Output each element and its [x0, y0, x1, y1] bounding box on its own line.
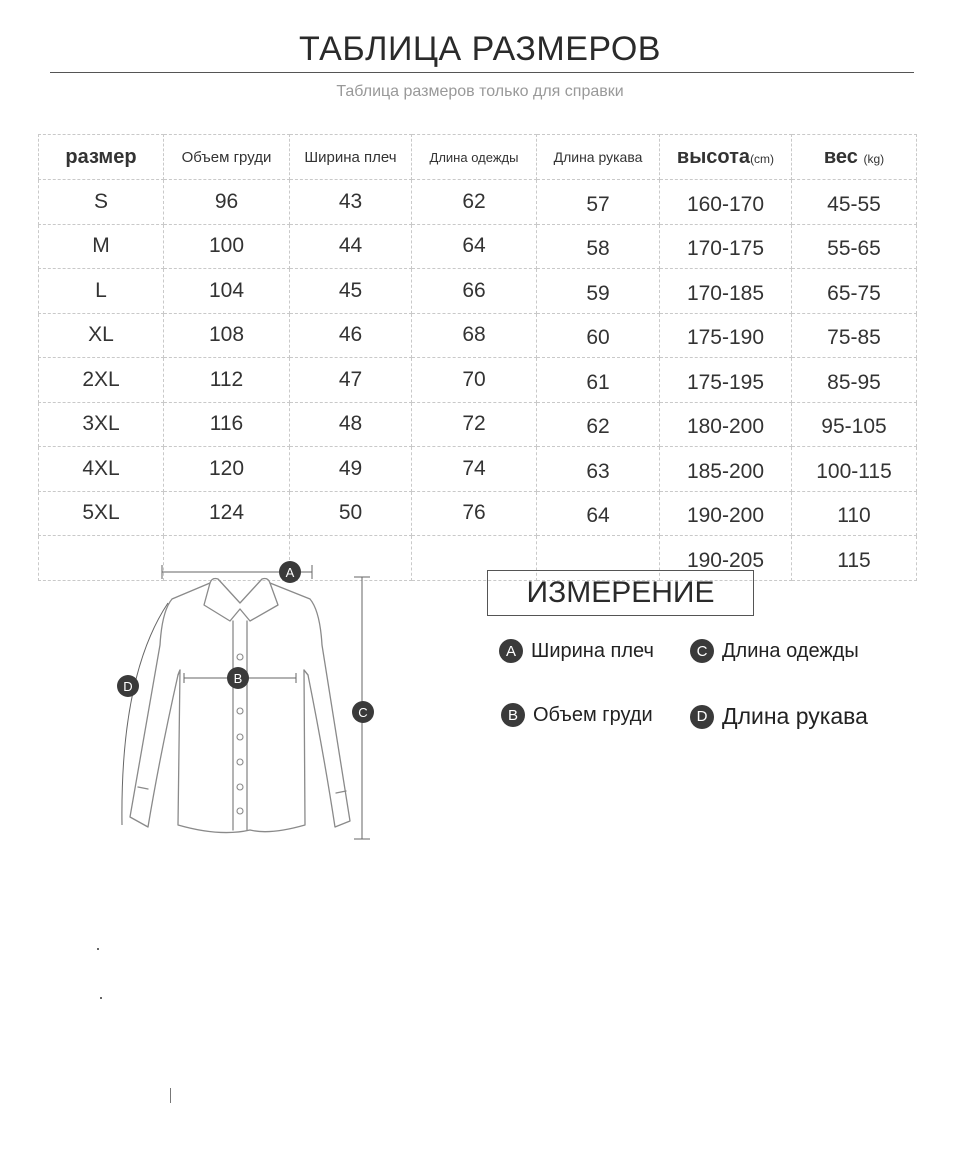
- table-row: [39, 313, 917, 358]
- cell-chest: 120: [164, 447, 290, 492]
- legend-badge-b: B: [501, 703, 525, 727]
- page-subtitle: Таблица размеров только для справки: [336, 83, 624, 100]
- cell-size: 4XL: [39, 447, 164, 492]
- cell-size: 3XL: [39, 402, 164, 447]
- table-row: [39, 269, 917, 314]
- column-header-shoulder: Ширина плеч: [290, 135, 412, 180]
- cell-size: 5XL: [39, 491, 164, 536]
- cell-chest: 124: [164, 491, 290, 536]
- cell-sleeve: 60: [537, 313, 660, 358]
- column-header-height: [660, 135, 792, 180]
- column-header-length: Длина одежды: [412, 135, 537, 180]
- cell-weight: 45-55: [792, 180, 917, 225]
- stray-dot: [97, 948, 99, 950]
- legend-badge-a: A: [499, 639, 523, 663]
- cell-size: 2XL: [39, 358, 164, 403]
- cell-weight: 75-85: [792, 313, 917, 358]
- cell-height: 170-175: [660, 224, 792, 269]
- cell-shoulder: 50: [290, 491, 412, 536]
- shirt-diagram: [100, 555, 400, 850]
- column-header-sleeve: Длина рукава: [537, 135, 660, 180]
- cell-length: 70: [412, 358, 537, 403]
- measurement-title-box: [487, 570, 754, 616]
- cell-chest: 104: [164, 269, 290, 314]
- column-header-size: размер: [39, 135, 164, 180]
- cell-length: 64: [412, 224, 537, 269]
- weight-label: вес: [823, 145, 858, 168]
- size-table: [38, 134, 917, 581]
- cell-height: 185-200: [660, 447, 792, 492]
- marker-c: C: [358, 705, 368, 720]
- cell-weight: 85-95: [792, 358, 917, 403]
- cell-chest: 100: [164, 224, 290, 269]
- cell-weight: 110: [792, 491, 917, 536]
- cell-length: 66: [412, 269, 537, 314]
- table-row: [39, 224, 917, 269]
- cell-height: 175-190: [660, 313, 792, 358]
- shirt-button: [237, 808, 243, 814]
- cell-size: M: [39, 224, 164, 269]
- legend-label-a: Ширина плеч: [531, 639, 654, 662]
- table-header-row: [39, 135, 917, 180]
- cell-size: S: [39, 180, 164, 225]
- cell-sleeve: 61: [537, 358, 660, 403]
- marker-d: D: [123, 679, 133, 694]
- cell-size: L: [39, 269, 164, 314]
- table-row: [39, 491, 917, 536]
- table-body: [39, 180, 917, 581]
- cell-height: 190-205: [660, 536, 792, 581]
- shirt-button: [237, 654, 243, 660]
- cell-height: 170-185: [660, 269, 792, 314]
- shirt-collar: [204, 579, 278, 622]
- cell-length: 68: [412, 313, 537, 358]
- legend-label-b: Объем груди: [533, 703, 653, 726]
- cell-weight: 100-115: [792, 447, 917, 492]
- table-row: [39, 358, 917, 403]
- cell-chest: 108: [164, 313, 290, 358]
- cell-chest: 112: [164, 358, 290, 403]
- cell-shoulder: 45: [290, 269, 412, 314]
- cell-chest: 96: [164, 180, 290, 225]
- cell-length: 62: [412, 180, 537, 225]
- cell-sleeve: 63: [537, 447, 660, 492]
- cell-weight: 115: [792, 536, 917, 581]
- cell-sleeve: 58: [537, 224, 660, 269]
- page-title: ТАБЛИЦА РАЗМЕРОВ: [299, 30, 661, 68]
- shirt-button: [237, 759, 243, 765]
- table-row: [39, 402, 917, 447]
- cell-shoulder: 49: [290, 447, 412, 492]
- legend-label-d: Длина рукава: [722, 703, 868, 729]
- cell-height: 190-200: [660, 491, 792, 536]
- height-unit: (cm): [750, 151, 775, 166]
- shirt-button: [237, 734, 243, 740]
- cell-length: 72: [412, 402, 537, 447]
- cell-shoulder: 43: [290, 180, 412, 225]
- cell-sleeve: 64: [537, 491, 660, 536]
- stray-tick: [170, 1088, 171, 1103]
- table-row: [39, 180, 917, 225]
- marker-a: A: [285, 565, 295, 580]
- legend-label-c: Длина одежды: [722, 639, 859, 662]
- legend-item-a: [499, 639, 654, 663]
- cell-length: 74: [412, 447, 537, 492]
- cell-shoulder: 44: [290, 224, 412, 269]
- cell-height: 160-170: [660, 180, 792, 225]
- legend-item-b: [501, 703, 653, 727]
- cell-height: 180-200: [660, 402, 792, 447]
- cell-length: 76: [412, 491, 537, 536]
- weight-unit: (kg): [863, 151, 885, 166]
- column-header-chest: Объем груди: [164, 135, 290, 180]
- cell-size: XL: [39, 313, 164, 358]
- cell-sleeve: 59: [537, 269, 660, 314]
- cell-shoulder: 46: [290, 313, 412, 358]
- shirt-button: [237, 784, 243, 790]
- marker-b: B: [233, 671, 243, 686]
- shirt-placket: [233, 621, 247, 830]
- cell-chest: 116: [164, 402, 290, 447]
- legend-item-c: [690, 639, 859, 663]
- cell-sleeve: 57: [537, 180, 660, 225]
- legend-badge-d: D: [690, 705, 714, 729]
- cell-weight: 95-105: [792, 402, 917, 447]
- legend-item-d: [690, 703, 868, 730]
- legend-badge-c: C: [690, 639, 714, 663]
- cell-weight: 55-65: [792, 224, 917, 269]
- stray-dot: [100, 997, 102, 999]
- measurement-title: ИЗМЕРЕНИЕ: [526, 576, 715, 609]
- cell-sleeve: 62: [537, 402, 660, 447]
- table-row: [39, 447, 917, 492]
- cell-shoulder: 47: [290, 358, 412, 403]
- shirt-button: [237, 708, 243, 714]
- title-divider: [50, 72, 914, 73]
- height-label: высота: [676, 145, 751, 168]
- cell-weight: 65-75: [792, 269, 917, 314]
- cell-shoulder: 48: [290, 402, 412, 447]
- cell-height: 175-195: [660, 358, 792, 403]
- column-header-weight: [792, 135, 917, 180]
